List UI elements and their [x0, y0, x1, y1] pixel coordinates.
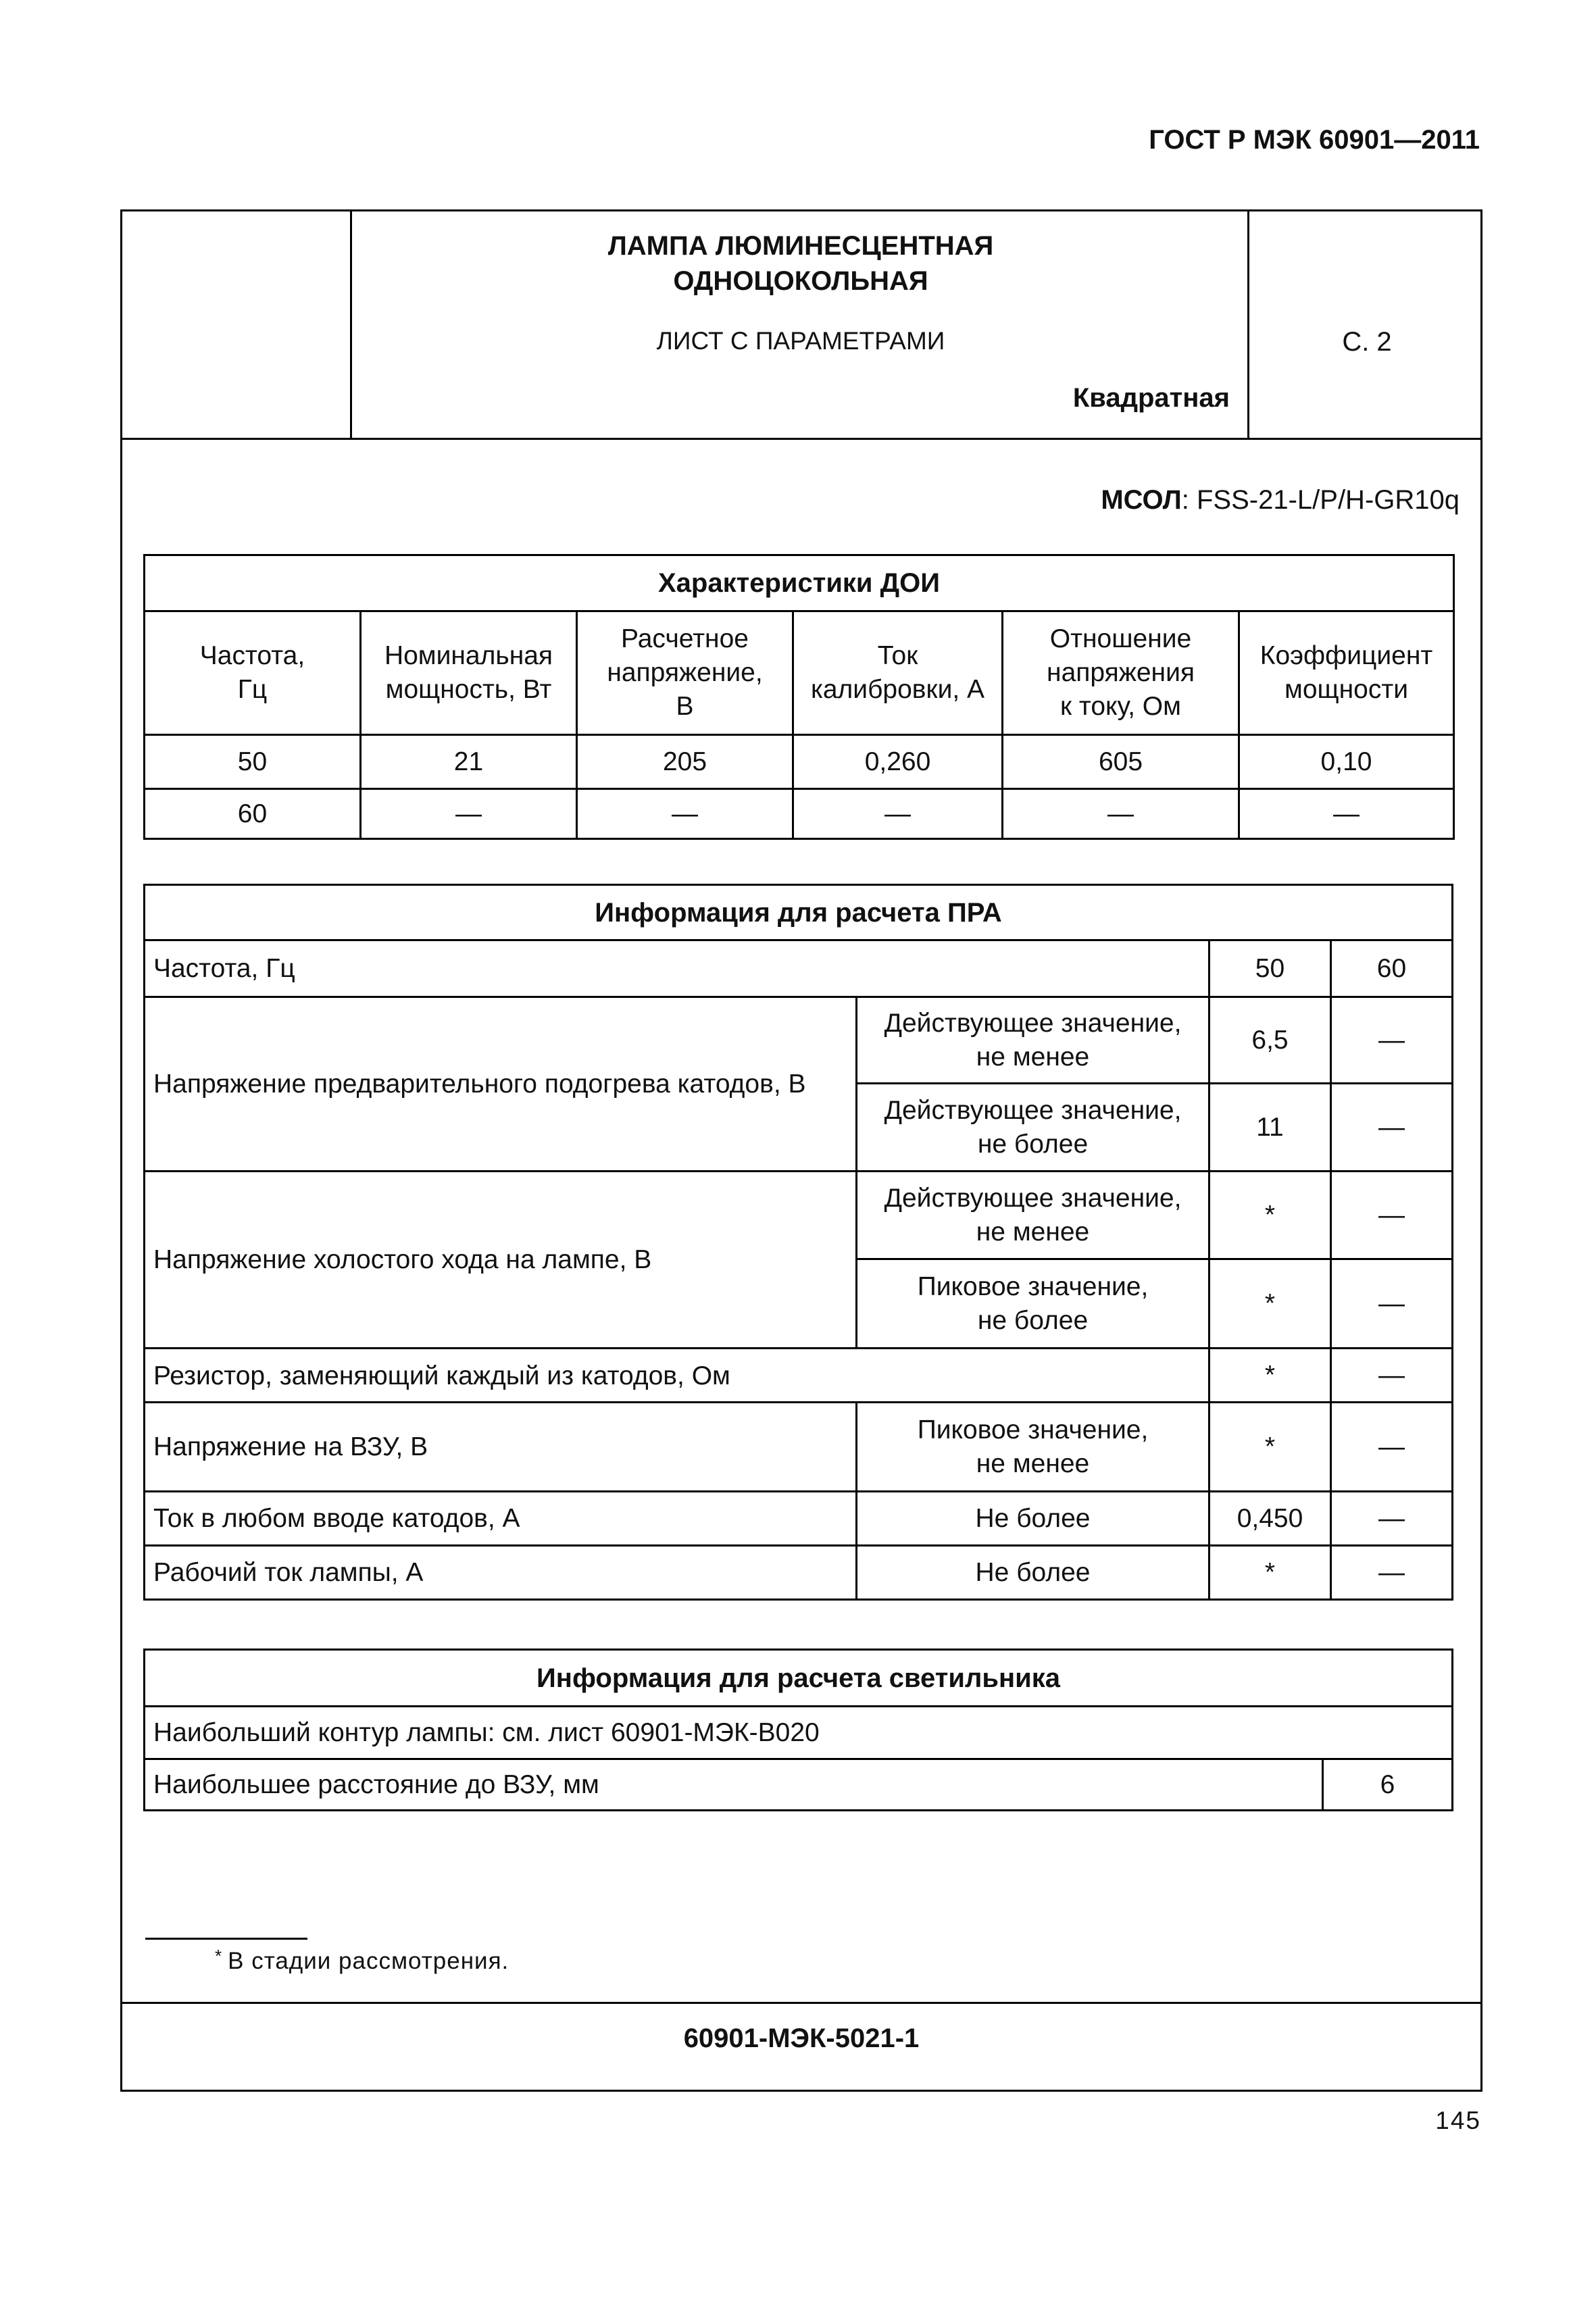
doi-col-ratio: Отношение напряжения к току, Ом: [1003, 611, 1239, 735]
pra-frequency-60: 60: [1331, 940, 1453, 997]
table-cell: —: [1003, 789, 1239, 839]
table-cell: 6,5: [1210, 997, 1331, 1084]
table-cell: —: [1239, 789, 1454, 839]
table-cell: —: [1331, 1403, 1453, 1492]
doi-col-current: Ток калибровки, А: [793, 611, 1003, 735]
table-cell: 0,450: [1210, 1492, 1331, 1546]
table-row: [145, 997, 1453, 1084]
table-row: [145, 789, 1454, 839]
lamp-outline-reference: Наибольший контур лампы: см. лист 60901-МЭК-В020: [145, 1707, 1453, 1759]
table-cell: 0,260: [793, 735, 1003, 789]
table-row: [145, 1403, 1453, 1492]
table-cell: 50: [145, 735, 361, 789]
table-row: [145, 1759, 1453, 1811]
doi-col-voltage: Расчетное напряжение, В: [577, 611, 793, 735]
footnote-rule: [145, 1938, 307, 1940]
table-cell: —: [1331, 1172, 1453, 1259]
table-cell: *: [1210, 1546, 1331, 1600]
preheat-condition-max: Действующее значение, не более: [857, 1084, 1210, 1172]
doi-col-frequency: Частота, Гц: [145, 611, 361, 735]
table-cell: 11: [1210, 1084, 1331, 1172]
luminaire-table: [143, 1649, 1453, 1811]
lead-current-condition: Не более: [857, 1492, 1210, 1546]
ilcos-value: : FSS-21-L/P/H-GR10q: [1181, 485, 1460, 515]
table-cell: —: [1331, 1084, 1453, 1172]
sheet-title-line1: ЛАМПА ЛЮМИНЕСЦЕНТНАЯ: [607, 231, 994, 261]
vzu-distance-value: 6: [1323, 1759, 1453, 1811]
open-circuit-voltage-label: Напряжение холостого хода на лампе, В: [145, 1172, 857, 1349]
pra-table: [143, 884, 1453, 1601]
page-number: 145: [1435, 2107, 1481, 2134]
table-cell: —: [1331, 1349, 1453, 1403]
table-cell: —: [1331, 1546, 1453, 1600]
pra-frequency-50: 50: [1210, 940, 1331, 997]
ilcos-code: [878, 485, 1460, 515]
table-cell: —: [1331, 997, 1453, 1084]
lamp-current-condition: Не более: [857, 1546, 1210, 1600]
ilcos-label: МСОЛ: [1101, 485, 1182, 515]
table-row: [145, 1172, 1453, 1259]
lamp-current-label: Рабочий ток лампы, А: [145, 1546, 857, 1600]
table-cell: 0,10: [1239, 735, 1454, 789]
footnote-mark: *: [215, 1946, 223, 1966]
table-cell: —: [577, 789, 793, 839]
table-cell: *: [1210, 1172, 1331, 1259]
table-row: [145, 1707, 1453, 1759]
table-row: [145, 735, 1454, 789]
standard-designation: ГОСТ Р МЭК 60901—2011: [1149, 125, 1480, 155]
vzu-condition: Пиковое значение, не менее: [857, 1403, 1210, 1492]
resistor-label: Резистор, заменяющий каждый из катодов, Ом: [145, 1349, 1210, 1403]
open-circuit-condition-peak: Пиковое значение, не более: [857, 1259, 1210, 1349]
table-row: [145, 940, 1453, 997]
sheet-type-label: ЛИСТ С ПАРАМЕТРАМИ: [656, 327, 945, 355]
table-row: [145, 1349, 1453, 1403]
doi-title: Характеристики ДОИ: [145, 555, 1454, 611]
open-circuit-condition-min: Действующее значение, не менее: [857, 1172, 1210, 1259]
table-cell: 605: [1003, 735, 1239, 789]
table-cell: *: [1210, 1349, 1331, 1403]
table-cell: —: [793, 789, 1003, 839]
footnote-text: В стадии рассмотрения.: [228, 1948, 509, 1974]
pra-title: Информация для расчета ПРА: [145, 885, 1453, 940]
footnote: [215, 1946, 509, 1975]
table-cell: —: [1331, 1492, 1453, 1546]
table-row: [145, 1492, 1453, 1546]
footer-divider: [122, 2002, 1480, 2004]
sheet-title: [351, 228, 1250, 299]
sheet-code: 60901-МЭК-5021-1: [683, 2023, 920, 2053]
sheet-title-line2: ОДНОЦОКОЛЬНАЯ: [673, 266, 928, 296]
sheet-page-ref: С. 2: [1342, 327, 1392, 357]
table-cell: *: [1210, 1259, 1331, 1349]
pra-frequency-label: Частота, Гц: [145, 940, 1210, 997]
vzu-voltage-label: Напряжение на ВЗУ, В: [145, 1403, 857, 1492]
table-cell: 205: [577, 735, 793, 789]
preheat-condition-min: Действующее значение, не менее: [857, 997, 1210, 1084]
table-cell: *: [1210, 1403, 1331, 1492]
preheat-voltage-label: Напряжение предварительного подогрева катодов, В: [145, 997, 857, 1172]
doi-table: [143, 554, 1455, 840]
table-cell: —: [361, 789, 577, 839]
doi-col-power: Номинальная мощность, Вт: [361, 611, 577, 735]
table-row: [145, 1546, 1453, 1600]
table-cell: 60: [145, 789, 361, 839]
table-cell: 21: [361, 735, 577, 789]
table-cell: —: [1331, 1259, 1453, 1349]
lead-current-label: Ток в любом вводе катодов, А: [145, 1492, 857, 1546]
vzu-distance-label: Наибольшее расстояние до ВЗУ, мм: [145, 1759, 1323, 1811]
lamp-shape: Квадратная: [1072, 383, 1230, 413]
header-divider: [122, 438, 1480, 440]
luminaire-title: Информация для расчета светильника: [145, 1650, 1453, 1707]
doi-col-power-factor: Коэффициент мощности: [1239, 611, 1454, 735]
